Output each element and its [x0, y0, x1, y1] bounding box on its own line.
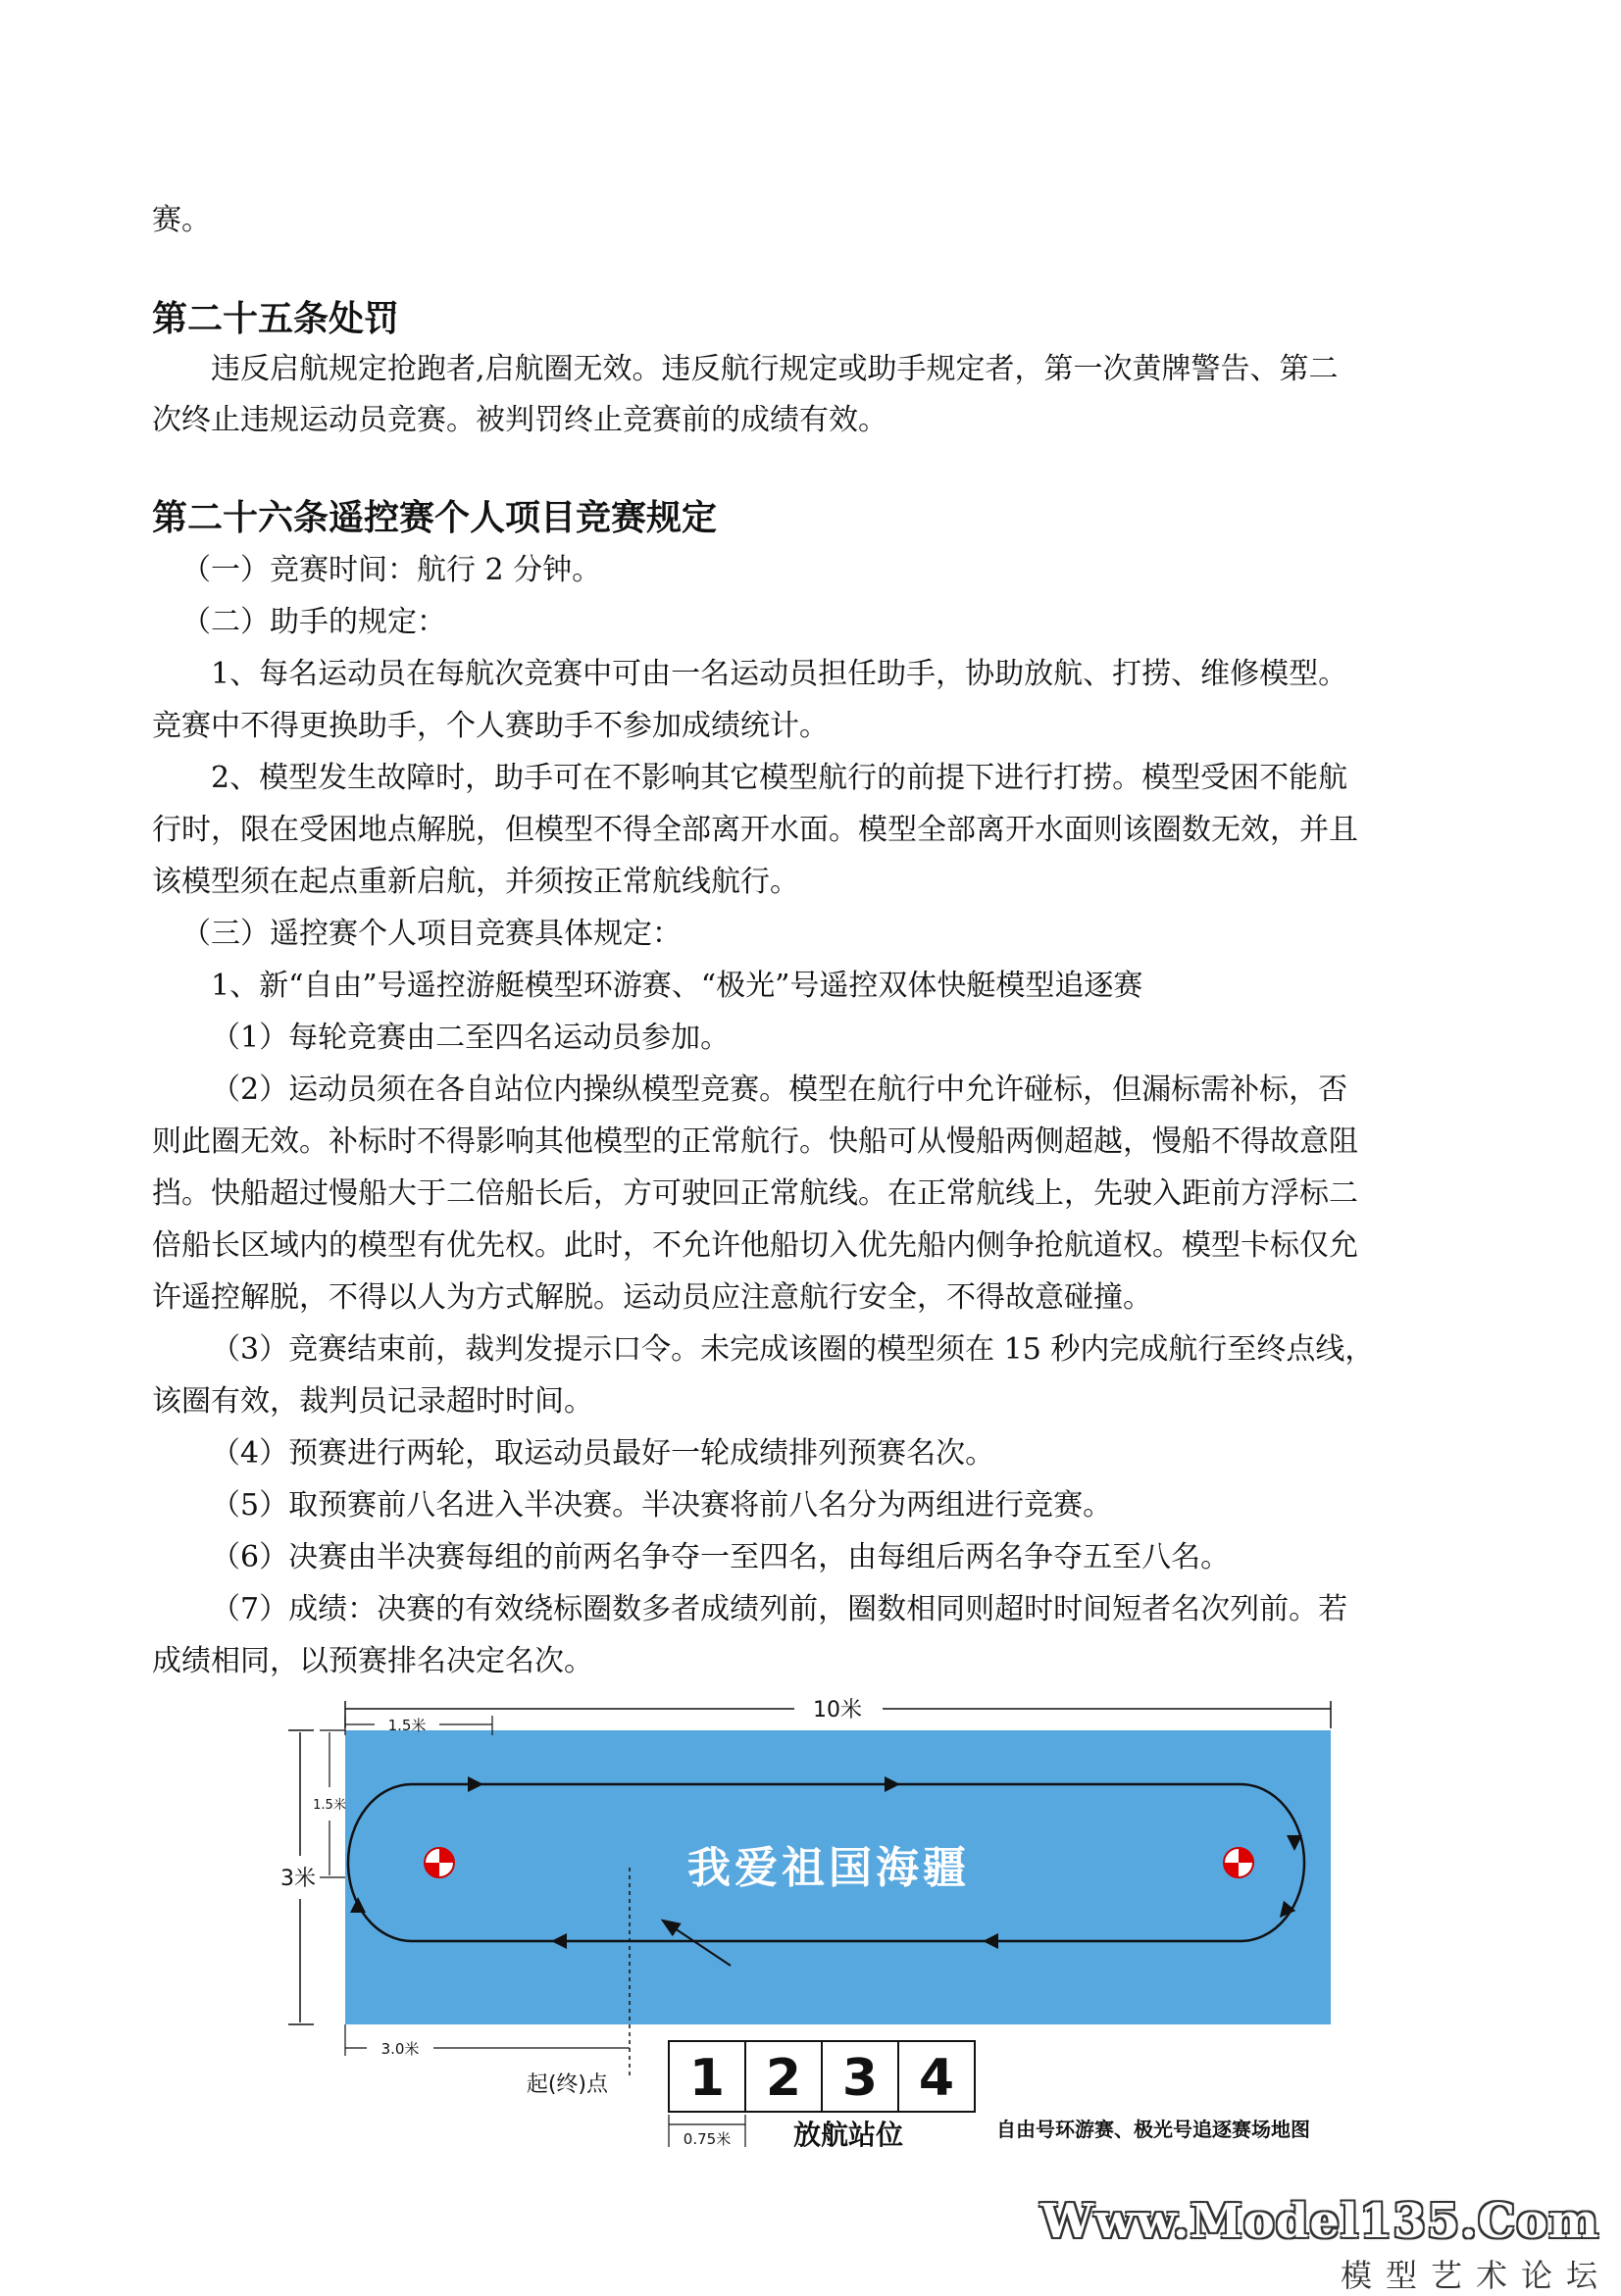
- station-3-number: 3: [841, 2049, 879, 2108]
- text-line: 行时，限在受困地点解脱，但模型不得全部离开水面。模型全部离开水面则该圈数无效，并且: [152, 813, 1358, 847]
- map-caption: 自由号环游赛、极光号追逐赛场地图: [996, 2118, 1310, 2141]
- text-line: 该模型须在起点重新启航，并须按正常航线航行。: [152, 865, 799, 899]
- text-line: 违反启航规定抢跑者,启航圈无效。违反航行规定或助手规定者，第一次黄牌警告、第二: [211, 352, 1339, 386]
- text-line: （三）遥控赛个人项目竞赛具体规定：: [181, 917, 682, 951]
- text-line: 许遥控解脱，不得以人为方式解脱。运动员应注意航行安全，不得故意碰撞。: [152, 1280, 1152, 1315]
- article-25-heading: 第二十五条处罚: [152, 299, 400, 339]
- dimension-3m-label: 3米: [280, 1867, 316, 1891]
- text-line: 次终止违规运动员竞赛。被判罚终止竞赛前的成绩有效。: [152, 403, 887, 437]
- pool-slogan: 我爱祖国海疆: [687, 1843, 970, 1893]
- article-26-heading: 第二十六条遥控赛个人项目竞赛规定: [152, 498, 718, 538]
- dimension-3-0m-label: 3.0米: [380, 2040, 420, 2058]
- text-line: （1）每轮竞赛由二至四名运动员参加。: [211, 1021, 731, 1055]
- text-line: 2、模型发生故障时，助手可在不影响其它模型航行的前提下进行打捞。模型受困不能航: [211, 761, 1348, 795]
- text-line: （一）竞赛时间：航行 2 分钟。: [181, 553, 602, 587]
- text-line: （3）竞赛结束前，裁判发提示口令。未完成该圈的模型须在 15 秒内完成航行至终点线，: [211, 1332, 1375, 1367]
- course-map-diagram: [280, 1672, 1393, 2186]
- text-line: （6）决赛由半决赛每组的前两名争夺一至四名，由每组后两名争夺五至八名。: [211, 1540, 1231, 1574]
- text-line: 赛。: [152, 203, 211, 237]
- dimension-1-5m-side-label: 1.5米: [313, 1798, 346, 1813]
- text-line: 1、新“自由”号遥控游艇模型环游赛、“极光”号遥控双体快艇模型追逐赛: [211, 969, 1143, 1003]
- watermark-forum: 模型艺术论坛: [1340, 2257, 1611, 2294]
- text-line: （7）成绩：决赛的有效绕标圈数多者成绩列前，圈数相同则超时时间短者名次列前。若: [211, 1592, 1348, 1626]
- text-line: 1、每名运动员在每航次竞赛中可由一名运动员担任助手，协助放航、打捞、维修模型。: [211, 657, 1348, 691]
- dimension-10m-label: 10米: [813, 1698, 862, 1722]
- text-line: 该圈有效，裁判员记录超时时间。: [152, 1384, 593, 1419]
- text-line: 竞赛中不得更换助手，个人赛助手不参加成绩统计。: [152, 709, 829, 743]
- dimension-0-75m-label: 0.75米: [683, 2130, 732, 2148]
- text-line: （二）助手的规定：: [181, 605, 446, 639]
- buoy-left: [425, 1848, 454, 1877]
- watermark-site: Www.Model135.Com: [1040, 2194, 1599, 2249]
- station-1-number: 1: [688, 2049, 726, 2108]
- station-2-number: 2: [765, 2049, 802, 2108]
- text-line: 则此圈无效。补标时不得影响其他模型的正常航行。快船可从慢船两侧超越，慢船不得故意阻: [152, 1124, 1358, 1159]
- start-finish-label: 起(终)点: [526, 2072, 608, 2097]
- text-line: 成绩相同，以预赛排名决定名次。: [152, 1644, 593, 1678]
- dimension-1-5m-top-label: 1.5米: [387, 1717, 427, 1734]
- station-4-number: 4: [918, 2049, 955, 2108]
- station-caption: 放航站位: [792, 2119, 904, 2151]
- text-line: 倍船长区域内的模型有优先权。此时，不允许他船切入优先船内侧争抢航道权。模型卡标仅允: [152, 1228, 1358, 1263]
- text-line: （4）预赛进行两轮，取运动员最好一轮成绩排列预赛名次。: [211, 1436, 995, 1471]
- text-line: 挡。快船超过慢船大于二倍船长后，方可驶回正常航线。在正常航线上，先驶入距前方浮标二: [152, 1176, 1358, 1211]
- text-line: （5）取预赛前八名进入半决赛。半决赛将前八名分为两组进行竞赛。: [211, 1488, 1113, 1522]
- text-line: （2）运动员须在各自站位内操纵模型竞赛。模型在航行中允许碰标，但漏标需补标，否: [211, 1073, 1348, 1107]
- buoy-right: [1224, 1848, 1253, 1877]
